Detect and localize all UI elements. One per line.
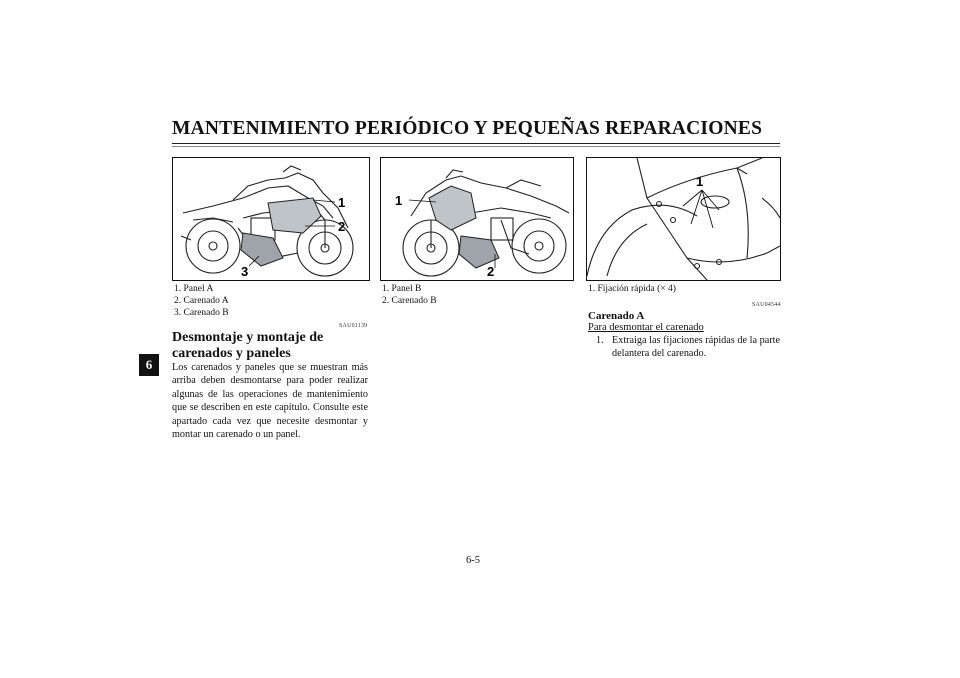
section-heading: Carenado A	[588, 310, 645, 322]
caption-item: 2. Carenado B	[382, 296, 437, 306]
callout-1: 1	[395, 193, 403, 208]
caption-item: 3. Carenado B	[174, 308, 229, 318]
callout-3: 3	[241, 264, 249, 279]
caption-item: 2. Carenado A	[174, 296, 229, 306]
figure-front-fairing	[586, 157, 781, 281]
motorcycle-right-illustration	[381, 158, 573, 280]
caption-item: 1. Panel B	[382, 284, 422, 294]
page-number: 6-5	[466, 555, 480, 566]
figure-3-captions	[588, 283, 676, 295]
figure-2-captions	[382, 283, 437, 307]
callout-2: 2	[487, 264, 495, 279]
page-title: MANTENIMIENTO PERIÓDICO Y PEQUEÑAS REPARACIONES	[172, 118, 763, 139]
callout-1: 1	[338, 195, 346, 210]
caption-item: 1. Panel A	[174, 284, 214, 294]
callout-2: 2	[338, 219, 346, 234]
step-text: Extraiga las fijaciones rápidas de la parte delantera del carenado.	[612, 335, 780, 359]
front-fairing-illustration	[587, 158, 780, 280]
callout-1: 1	[696, 174, 704, 189]
section-code: SAU01139	[339, 323, 368, 329]
caption-item: 1. Fijación rápida (× 4)	[588, 284, 676, 294]
figure-motorcycle-left	[172, 157, 370, 281]
step-item	[596, 334, 780, 360]
section-subheading: Para desmontar el carenado	[588, 322, 704, 333]
section-code: SAU04544	[752, 302, 781, 308]
figure-1-captions	[174, 283, 229, 319]
header-rule	[172, 143, 780, 144]
step-number: 1.	[596, 335, 604, 346]
chapter-tab: 6	[139, 354, 159, 376]
motorcycle-left-illustration	[173, 158, 369, 280]
section-body: Los carenados y paneles que se muestran más arriba deben desmontarse para poder realizar algunas de las operaciones de mantenimiento que se describen en este capítulo. Consulte este apartado cada vez que necesite desmontar y montar un carenado o un panel.	[172, 362, 368, 441]
header-rule-secondary	[172, 146, 780, 147]
figure-motorcycle-right	[380, 157, 574, 281]
section-heading: Desmontaje y montaje de carenados y paneles	[172, 330, 324, 361]
